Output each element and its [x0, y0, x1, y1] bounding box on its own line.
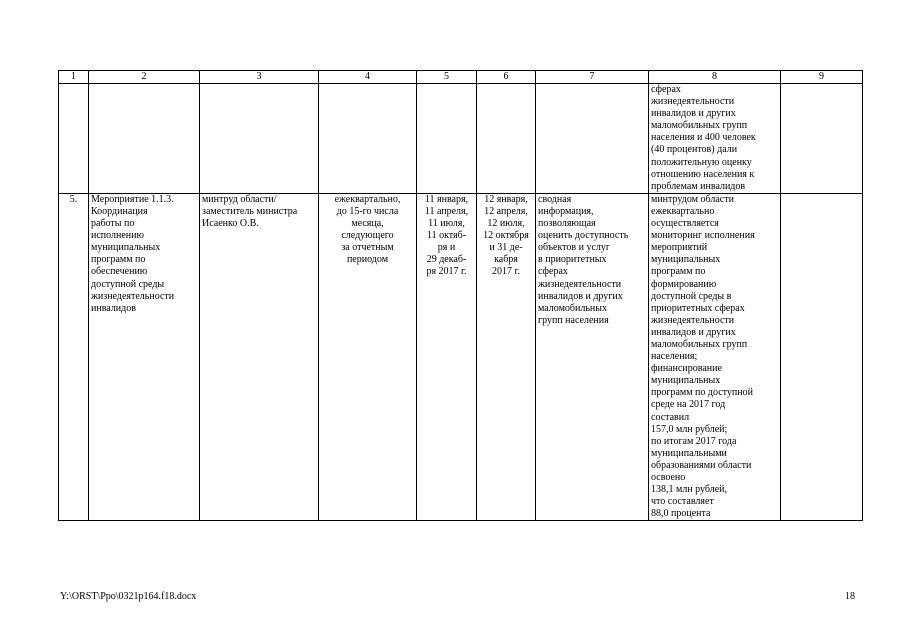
- text-line: инвалидов: [91, 302, 136, 314]
- cell-empty: [89, 84, 200, 194]
- table-row-5: [59, 193, 863, 521]
- footer-page-number: 18: [845, 591, 855, 602]
- column-number-header-row: [59, 71, 863, 84]
- header-cell-1: 1: [59, 71, 89, 84]
- text-line: позволяющая: [538, 218, 596, 230]
- text-line: следующего: [341, 230, 394, 242]
- text-line: 29 декаб-: [426, 254, 467, 266]
- text-line: месяца,: [351, 218, 384, 230]
- text-line: Координация: [91, 205, 148, 217]
- cell-empty: [417, 84, 477, 194]
- data-table: [58, 70, 863, 521]
- text-line: групп населения: [538, 314, 609, 326]
- text-line: 12 октября: [483, 230, 529, 242]
- text-line: Исаенко О.В.: [202, 218, 259, 230]
- text-line: маломобильных групп: [651, 120, 748, 132]
- text-line: 12 января,: [484, 193, 528, 205]
- cell-empty: [200, 84, 319, 194]
- text-line: населения;: [651, 351, 698, 363]
- header-cell-8: 8: [649, 71, 781, 84]
- table-row-continuation: [59, 84, 863, 194]
- text-line: мониторинг исполнения: [651, 230, 755, 242]
- cell-empty: [781, 193, 863, 521]
- text-line: ежеквартально,: [334, 193, 401, 205]
- text-line: жизнедеятельности: [651, 96, 735, 108]
- text-line: отношению населения к: [651, 168, 755, 180]
- text-line: объектов и услуг: [538, 242, 611, 254]
- text-line: муниципальных: [651, 375, 721, 387]
- text-line: среде на 2017 год: [651, 399, 726, 411]
- text-line: работы по: [91, 218, 135, 230]
- text-line: сферах: [538, 266, 568, 278]
- text-line: муниципальных: [651, 254, 721, 266]
- cell-responsible: [200, 193, 319, 521]
- text-line: что составляет: [651, 496, 714, 508]
- text-line: жизнедеятельности: [651, 314, 735, 326]
- text-line: сводная: [538, 193, 572, 205]
- header-cell-4: 4: [319, 71, 417, 84]
- text-line: формированию: [651, 278, 717, 290]
- text-line: 12 июля,: [487, 218, 525, 230]
- text-line: доступной среды в: [651, 290, 732, 302]
- text-line: муниципальных: [91, 242, 161, 254]
- text-line: программ по: [91, 254, 146, 266]
- text-line: периодом: [346, 254, 389, 266]
- text-line: информация,: [538, 205, 594, 217]
- text-line: населения и 400 человек: [651, 132, 756, 144]
- cell-empty: [536, 84, 649, 194]
- text-line: ря и: [437, 242, 456, 254]
- text-line: доступной среды: [91, 278, 165, 290]
- cell-empty: [477, 84, 536, 194]
- text-line: 11 июля,: [428, 218, 465, 230]
- text-line: заместитель министра: [202, 205, 298, 217]
- text-line: по итогам 2017 года: [651, 435, 737, 447]
- header-cell-3: 3: [200, 71, 319, 84]
- text-line: Мероприятие 1.1.3.: [91, 193, 174, 205]
- text-line: образованиями области: [651, 459, 752, 471]
- text-line: программ по доступной: [651, 387, 753, 399]
- text-line: 11 апреля,: [424, 205, 469, 217]
- cell-expected-result: [536, 193, 649, 521]
- cell-actual-result: [649, 193, 781, 521]
- header-cell-9: 9: [781, 71, 863, 84]
- text-line: составил: [651, 411, 690, 423]
- text-line: 157,0 млн рублей;: [651, 423, 728, 435]
- text-line: муниципальными: [651, 447, 727, 459]
- text-line: освоено: [651, 472, 686, 483]
- text-line: программ по: [651, 266, 706, 278]
- text-line: 12 апреля,: [484, 205, 528, 217]
- text-line: 11 января,: [424, 193, 469, 205]
- header-cell-5: 5: [417, 71, 477, 84]
- text-line: маломобильных: [538, 302, 607, 314]
- text-line: (40 процентов) дали: [651, 144, 738, 156]
- cell-planned-dates: [417, 193, 477, 521]
- cell-actual-dates: [477, 193, 536, 521]
- text-line: 138,1 млн рублей,: [651, 484, 728, 496]
- text-line: исполнению: [91, 230, 144, 242]
- cell-result-continuation: [649, 84, 781, 194]
- text-line: инвалидов и других: [651, 108, 736, 120]
- text-line: инвалидов и других: [538, 290, 623, 302]
- text-line: обеспечению: [91, 266, 148, 278]
- text-line: 2017 г.: [492, 266, 520, 278]
- text-line: проблемам инвалидов: [651, 180, 746, 192]
- footer-file-path: Y:\ORST\Ppo\0321p164.f18.docx: [60, 591, 197, 602]
- cell-empty: [59, 84, 89, 194]
- text-line: жизнедеятельности: [91, 290, 175, 302]
- text-line: за отчетным: [341, 242, 394, 254]
- text-line: финансирование: [651, 363, 722, 375]
- text-line: маломобильных групп: [651, 338, 748, 350]
- text-line: 11 октяб-: [426, 230, 467, 242]
- text-line: мероприятий: [651, 242, 708, 254]
- text-line: и 31 де-: [489, 242, 523, 254]
- text-line: до 15-го числа: [336, 205, 399, 217]
- cell-row-number: 5.: [59, 193, 89, 521]
- cell-empty: [319, 84, 417, 194]
- cell-frequency: [319, 193, 417, 521]
- text-line: инвалидов и других: [651, 326, 736, 338]
- text-line: осуществляется: [651, 218, 719, 230]
- text-line: в приоритетных: [538, 254, 607, 266]
- text-line: положительную оценку: [651, 156, 752, 168]
- text-line: сферах: [651, 84, 681, 95]
- text-line: 88,0 процента: [651, 508, 711, 520]
- text-line: кабря: [494, 254, 518, 266]
- cell-empty: [781, 84, 863, 194]
- text-line: приоритетных сферах: [651, 302, 745, 314]
- header-cell-7: 7: [536, 71, 649, 84]
- text-line: ежеквартально: [651, 205, 715, 217]
- text-line: жизнедеятельности: [538, 278, 622, 290]
- cell-activity: [89, 193, 200, 521]
- text-line: оценить доступность: [538, 230, 629, 242]
- header-cell-2: 2: [89, 71, 200, 84]
- text-line: минтрудом области: [651, 193, 734, 205]
- header-cell-6: 6: [477, 71, 536, 84]
- text-line: ря 2017 г.: [426, 266, 467, 278]
- text-line: минтруд области/: [202, 193, 277, 205]
